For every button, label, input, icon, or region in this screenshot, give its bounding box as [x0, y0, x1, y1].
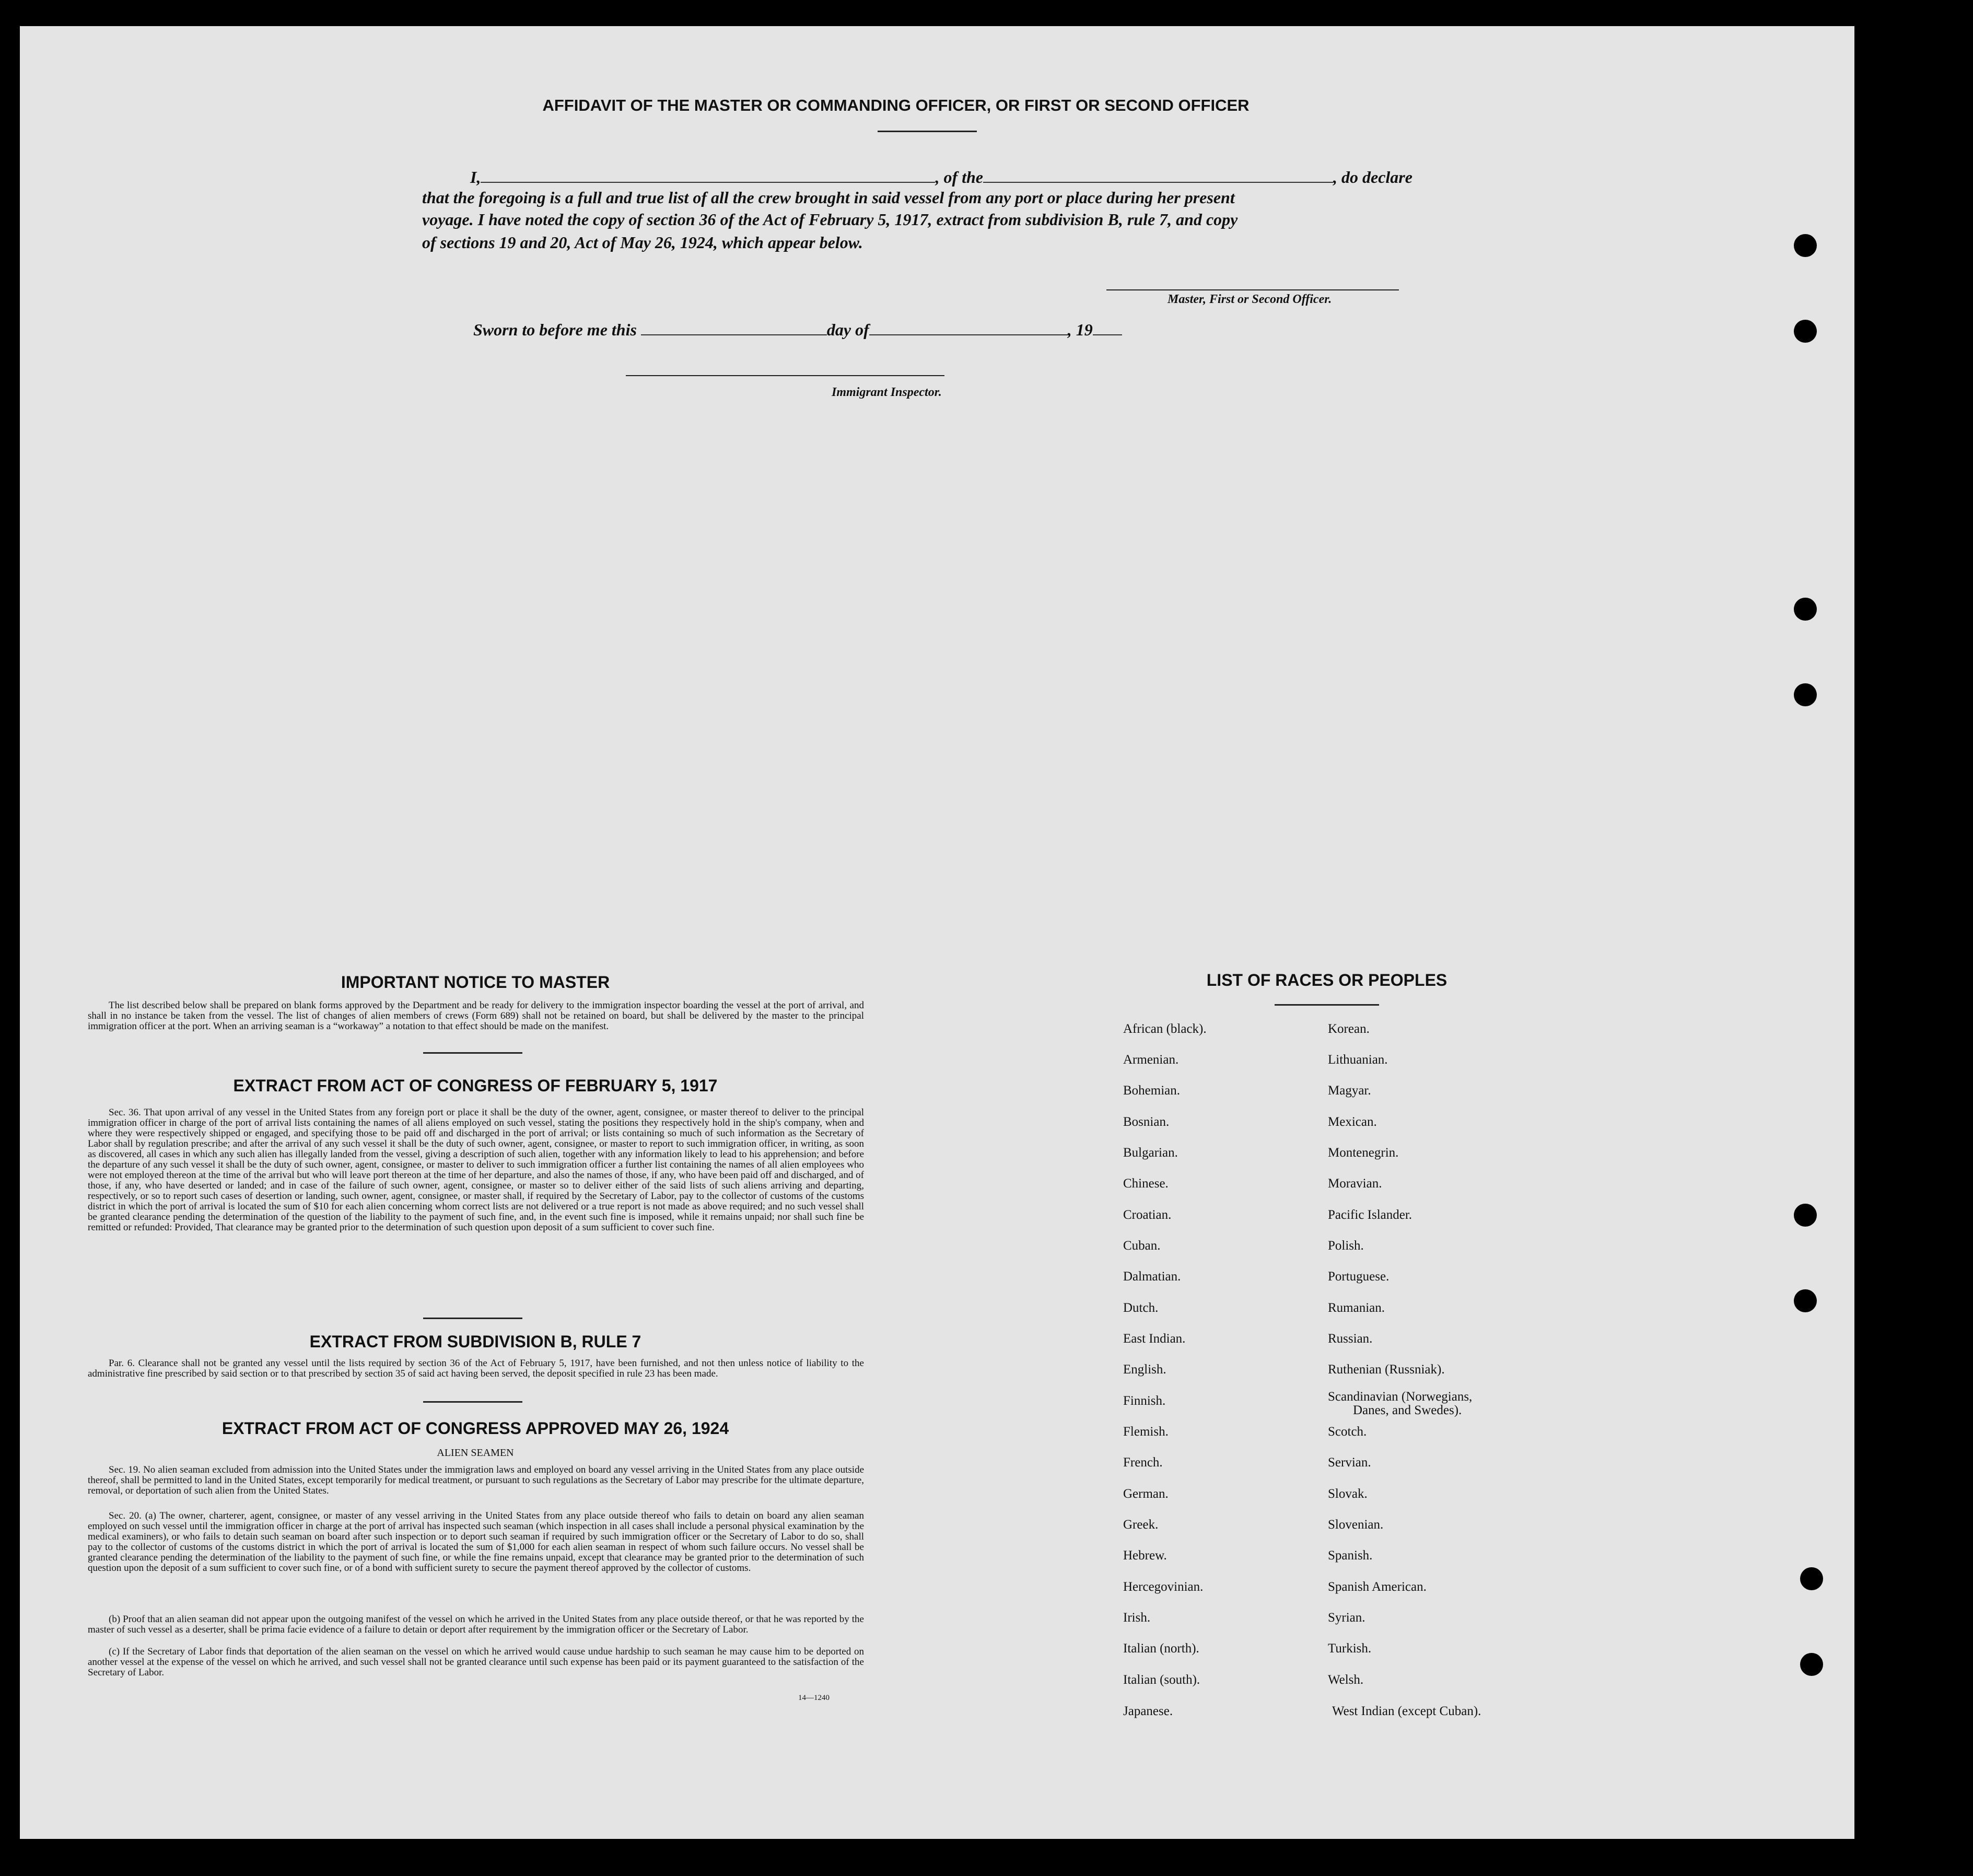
race-item: English.	[1123, 1362, 1166, 1377]
punch-hole	[1800, 1567, 1823, 1590]
race-item: Chinese.	[1123, 1176, 1169, 1191]
declaration-line-3: voyage. I have noted the copy of section 36 of the Act of February 5, 1917, extract from subdivision B, rule 7, and copy	[422, 210, 1238, 229]
master-signature-line[interactable]	[1106, 289, 1399, 290]
sec20c-text: (c) If the Secretary of Labor finds that deportation of the alien seaman on the vessel on which he arrived would cause undue hardship to such seaman he may cause him to be deported on another vessel at the expense of the vessel on which he arrived, and such vessel shall not be granted clearance until such expense has been paid or its payment guaranteed to the satisfaction of the Secretary of Labor.	[88, 1646, 864, 1678]
race-item: Bohemian.	[1123, 1083, 1181, 1098]
sec19-text: Sec. 19. No alien seaman excluded from admission into the United States under the immigration laws and employed on board any vessel arriving in the United States from any place outside thereof, shall be permitted to land in the United States, except temporarily for medical treatment, or pursuant to such regulations as the Secretary of Labor may prescribe for the ultimate departure, removal, or deportation of such alien from the United States.	[88, 1464, 864, 1496]
race-item: Slovenian.	[1328, 1518, 1384, 1532]
sec20b-text: (b) Proof that an alien seaman did not appear upon the outgoing manifest of the vessel on which he arrived in the United States from any place outside thereof, or that he was reported by the master of such vessel as a deserter, shall be prima facie evidence of a failure to detain or deport after requirement by the immigration officer or the Secretary of Labor.	[88, 1614, 864, 1635]
inspector-label: Immigrant Inspector.	[832, 386, 942, 399]
race-item: Welsh.	[1328, 1673, 1364, 1687]
race-item: Ruthenian (Russniak).	[1328, 1362, 1445, 1377]
race-item: Magyar.	[1328, 1083, 1371, 1098]
master-label: Master, First or Second Officer.	[1168, 293, 1332, 306]
race-item: Finnish.	[1123, 1394, 1166, 1408]
extract-1924-subtitle: ALIEN SEAMEN	[437, 1447, 514, 1459]
notice-text: The list described below shall be prepared on blank forms approved by the Department and be ready for delivery to the immigration inspector boarding the vessel at the port of arrival, and shall in no instance be taken from the vessel. The list of changes of alien members of crews (Form 689) shall not be retained on board, but shall be delivered by the master to the principal immigration officer at the port. When an arriving seaman is a “workaway” a notation to that effect should be made on the manifest.	[88, 1000, 864, 1032]
affidavit-title: AFFIDAVIT OF THE MASTER OR COMMANDING OFFICER, OR FIRST OR SECOND OFFICER	[542, 96, 1250, 114]
race-item: Hercegovinian.	[1123, 1580, 1204, 1594]
race-item: Greek.	[1123, 1518, 1159, 1532]
punch-hole	[1794, 320, 1817, 343]
month-field[interactable]	[869, 318, 1068, 335]
race-item: Armenian.	[1123, 1053, 1179, 1067]
rule7-title: EXTRACT FROM SUBDIVISION B, RULE 7	[309, 1332, 641, 1351]
race-item: Mexican.	[1328, 1115, 1377, 1129]
vessel-field[interactable]	[983, 165, 1333, 183]
race-item: Polish.	[1328, 1239, 1364, 1253]
race-item: West Indian (except Cuban).	[1332, 1704, 1481, 1718]
race-item: German.	[1123, 1487, 1169, 1501]
year-field[interactable]	[1093, 318, 1122, 335]
sec20a-text: Sec. 20. (a) The owner, charterer, agent, consignee, or master of any vessel arriving in the United States from any place outside thereof who fails to detain on board any alien seaman employed on such vessel until the immigration officer in charge at the port of arrival has inspected such seaman (which inspection in all cases shall include a personal physical examination by the medical examiners), or who fails to detain such seaman on board after such inspection or to deport such seaman if required by such immigration officer or the Secretary of Labor to do so, shall pay to the collector of customs of the customs district in which the port of arrival is located the sum of $1,000 for each alien seaman in respect of whom such failure occurs. No vessel shall be granted clearance pending the determination of the liability to the payment of such fine, or while the fine remains unpaid, except that clearance may be granted prior to the determination of such question upon the deposit of a sum sufficient to cover such fine, or of a bond with sufficient surety to secure the payment thereof approved by the collector of customs.	[88, 1510, 864, 1574]
race-item: Lithuanian.	[1328, 1053, 1388, 1067]
race-item: Japanese.	[1123, 1704, 1173, 1718]
punch-hole	[1794, 598, 1817, 621]
race-item: Flemish.	[1123, 1425, 1169, 1439]
extract-1917-text: Sec. 36. That upon arrival of any vessel in the United States from any foreign port or place it shall be the duty of the owner, agent, consignee, or master thereof to deliver to the principal immigration officer in charge of the port of arrival lists containing the names of all aliens employed on such vessel, stating the positions they respectively hold in the ship's company, when and where they were respectively shipped or engaged, and specifying those to be paid off and discharged in the port of arrival; or lists containing so much of such information as the Secretary of Labor shall by regulation prescribe; and after the arrival of any such vessel it shall be the duty of such owner, agent, consignee, or master to report to such immigration officer, in writing, as soon as discovered, all cases in which any such alien has illegally landed from the vessel, giving a description of such alien, together with any information likely to lead to his apprehension; and before the departure of any such vessel it shall be the duty of such owner, agent, consignee, or master to deliver to such immigration officer a further list containing the names of all alien employees who were not employed thereon at the time of the arrival but who will leave port thereon at the time of her departure, and also the names of those, if any, who have been paid off and discharged, and of those, if any, who have deserted or landed; and in case of the failure of such owner, agent, consignee, or master so to deliver either of the said lists of such aliens arriving and departing, respectively, or so to report such cases of desertion or landing, such owner, agent, consignee, or master shall, if required by the Secretary of Labor, pay to the collector of customs of the customs district in which the port of arrival is located the sum of $10 for each alien concerning whom correct lists are not delivered or a true report is not made as above required; and no such vessel shall be granted clearance pending the determination of the question of the liability to the payment of such fine, and, in the event such fine is imposed, while it remains unpaid; nor shall such fine be remitted or refunded: Provided, That clearance may be granted prior to the determination of such question upon deposit of a sum sufficient to cover such fine.	[88, 1107, 864, 1233]
race-item: Croatian.	[1123, 1208, 1172, 1222]
race-item: Dalmatian.	[1123, 1269, 1181, 1284]
race-item: Servian.	[1328, 1455, 1371, 1470]
race-item: Dutch.	[1123, 1301, 1159, 1315]
race-item: Rumanian.	[1328, 1301, 1385, 1315]
declaration-line-2: that the foregoing is a full and true list of all the crew brought in said vessel from any port or place during her present	[422, 188, 1235, 207]
day-field[interactable]	[641, 318, 827, 335]
race-item: Irish.	[1123, 1611, 1151, 1625]
punch-hole	[1794, 1289, 1817, 1312]
race-item: Italian (south).	[1123, 1673, 1200, 1687]
divider	[423, 1401, 522, 1403]
declaration-line-4: of sections 19 and 20, Act of May 26, 1924, which appear below.	[422, 233, 863, 252]
race-item: Russian.	[1328, 1332, 1373, 1346]
race-item: Spanish American.	[1328, 1580, 1427, 1594]
notice-title: IMPORTANT NOTICE TO MASTER	[341, 973, 610, 992]
race-item: Cuban.	[1123, 1239, 1161, 1253]
race-item: Pacific Islander.	[1328, 1208, 1412, 1222]
races-title: LIST OF RACES OR PEOPLES	[1206, 971, 1447, 989]
race-item: Korean.	[1328, 1022, 1370, 1036]
race-item: East Indian.	[1123, 1332, 1186, 1346]
race-item: Slovak.	[1328, 1487, 1368, 1501]
rule7-text: Par. 6. Clearance shall not be granted any vessel until the lists required by section 36 of the Act of February 5, 1917, have been furnished, and not then unless notice of liability to the administrative fine prescribed by said section or to that prescribed by section 35 of said act having been served, the deposit specified in rule 23 has been made.	[88, 1358, 864, 1379]
race-item: Hebrew.	[1123, 1548, 1167, 1563]
punch-hole	[1794, 683, 1817, 706]
extract-1924-title: EXTRACT FROM ACT OF CONGRESS APPROVED MAY 26, 1924	[221, 1419, 729, 1438]
inspector-signature-line[interactable]	[626, 375, 944, 376]
divider	[423, 1318, 522, 1319]
punch-hole	[1800, 1653, 1823, 1676]
declaration-line-1: I, , of the , do declare	[470, 165, 1412, 187]
race-item: Turkish.	[1328, 1641, 1372, 1656]
sworn-line: Sworn to before me this day of , 19	[473, 318, 1122, 340]
punch-hole	[1794, 1204, 1817, 1227]
race-item: Spanish.	[1328, 1548, 1373, 1563]
race-item: Bulgarian.	[1123, 1146, 1178, 1160]
divider	[423, 1052, 522, 1054]
race-item: Scotch.	[1328, 1425, 1367, 1439]
divider	[1275, 1004, 1379, 1006]
race-item: Montenegrin.	[1328, 1146, 1399, 1160]
race-item: French.	[1123, 1455, 1163, 1470]
title-rule	[878, 131, 977, 132]
race-item: Portuguese.	[1328, 1269, 1390, 1284]
race-item: Italian (north).	[1123, 1641, 1199, 1656]
name-field[interactable]	[481, 165, 935, 183]
punch-hole	[1794, 234, 1817, 257]
race-item: Bosnian.	[1123, 1115, 1170, 1129]
extract-1917-title: EXTRACT FROM ACT OF CONGRESS OF FEBRUARY 5, 1917	[233, 1076, 718, 1095]
race-item: African (black).	[1123, 1022, 1207, 1036]
race-item: Syrian.	[1328, 1611, 1365, 1625]
form-number: 14—1240	[798, 1694, 830, 1702]
race-item: Moravian.	[1328, 1176, 1382, 1191]
race-item: Scandinavian (Norwegians,	[1328, 1390, 1473, 1404]
race-item: Danes, and Swedes).	[1353, 1403, 1462, 1417]
